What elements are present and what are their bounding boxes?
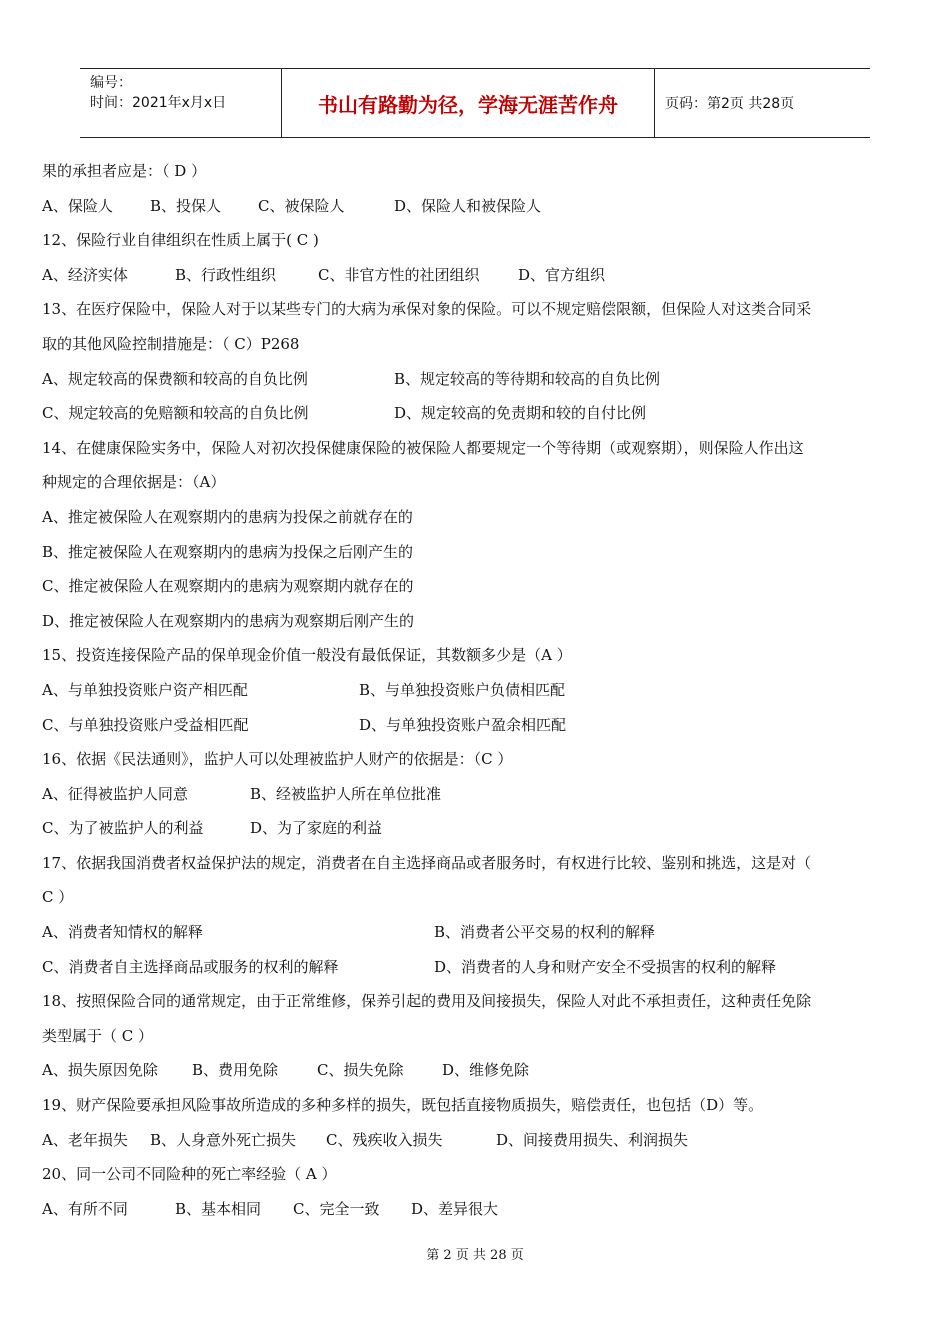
option-line — [42, 362, 902, 397]
option-line — [42, 777, 902, 812]
answer-option: A、保险人 — [42, 196, 113, 215]
answer-option: D、与单独投资账户盈余相匹配 — [359, 715, 567, 734]
option-line — [42, 915, 902, 950]
answer-option: C、非官方性的社团组织 — [318, 265, 480, 284]
answer-option: C、损失免除 — [317, 1061, 404, 1080]
answer-option: C、与单独投资账户受益相匹配 — [42, 715, 249, 734]
answer-option: D、保险人和被保险人 — [394, 196, 542, 215]
text-line: 类型属于（ C ） — [42, 1026, 154, 1045]
answer-option: C、被保险人 — [258, 196, 345, 215]
answer-option: A、损失原因免除 — [42, 1061, 158, 1080]
answer-option: B、与单独投资账户负债相匹配 — [359, 680, 566, 699]
answer-option: B、基本相同 — [175, 1199, 262, 1218]
number-label: 编号： — [90, 75, 132, 91]
text-line: D、推定被保险人在观察期内的患病为观察期后刚产生的 — [42, 611, 415, 630]
option-line — [42, 396, 902, 431]
time-label: 时间：2021年x月x日 — [90, 95, 227, 111]
answer-option: D、规定较高的免责期和较的自付比例 — [394, 404, 647, 423]
text-line: B、推定被保险人在观察期内的患病为投保之后刚产生的 — [42, 542, 414, 561]
answer-option: B、经被监护人所在单位批准 — [250, 784, 442, 803]
option-line — [42, 950, 902, 985]
question-list — [42, 154, 902, 1226]
text-line: 20、同一公司不同险种的死亡率经验（ A ） — [42, 1165, 337, 1184]
option-line — [42, 811, 902, 846]
answer-option: B、人身意外死亡损失 — [150, 1130, 297, 1149]
header-meta — [80, 69, 282, 137]
answer-option: B、费用免除 — [192, 1061, 279, 1080]
text-line: C ） — [42, 888, 74, 907]
text-line: 15、投资连接保险产品的保单现金价值一般没有最低保证，其数额多少是（A ） — [42, 646, 572, 665]
text-line: C、推定被保险人在观察期内的患病为观察期内就存在的 — [42, 577, 414, 596]
answer-option: A、规定较高的保费额和较高的自负比例 — [42, 369, 308, 388]
answer-option: D、差异很大 — [411, 1199, 499, 1218]
option-line — [42, 1123, 902, 1158]
option-line — [42, 1053, 902, 1088]
answer-option: A、征得被监护人同意 — [42, 784, 188, 803]
answer-option: A、老年损失 — [42, 1130, 128, 1149]
answer-option: B、规定较高的等待期和较高的自负比例 — [394, 369, 661, 388]
text-line: 12、保险行业自律组织在性质上属于( C ) — [42, 231, 319, 250]
answer-option: D、消费者的人身和财产安全不受损害的权利的解释 — [434, 957, 777, 976]
option-line — [42, 189, 902, 224]
answer-option: C、规定较高的免赔额和较高的自负比例 — [42, 404, 309, 423]
text-line: 种规定的合理依据是：（A） — [42, 473, 226, 492]
text-line: 13、在医疗保险中，保险人对于以某些专门的大病为承保对象的保险。可以不规定赔偿限额，但保险人对这类合同采 — [42, 300, 812, 319]
option-line — [42, 258, 902, 293]
option-line — [42, 1192, 902, 1227]
header-motto: 书山有路勤为径，学海无涯苦作舟 — [282, 69, 655, 137]
answer-option: D、官方组织 — [518, 265, 606, 284]
text-line: 18、按照保险合同的通常规定，由于正常维修，保养引起的费用及间接损失，保险人对此不承担责任，这种责任免除 — [42, 992, 812, 1011]
answer-option: C、为了被监护人的利益 — [42, 819, 204, 838]
page-header — [80, 68, 870, 138]
answer-option: D、维修免除 — [442, 1061, 530, 1080]
answer-option: B、行政性组织 — [175, 265, 277, 284]
answer-option: C、完全一致 — [293, 1199, 380, 1218]
answer-option: A、消费者知情权的解释 — [42, 923, 203, 942]
answer-option: B、投保人 — [150, 196, 222, 215]
page-footer: 第 2 页 共 28 页 — [426, 1248, 524, 1263]
answer-option: A、与单独投资账户资产相匹配 — [42, 680, 248, 699]
text-line: 果的承担者应是：（ D ） — [42, 162, 207, 180]
answer-option: A、经济实体 — [42, 265, 128, 284]
answer-option: C、消费者自主选择商品或服务的权利的解释 — [42, 957, 339, 976]
text-line: 14、在健康保险实务中，保险人对初次投保健康保险的被保险人都要规定一个等待期（或观察期），则保险人作出这 — [42, 438, 804, 457]
answer-option: D、间接费用损失、利润损失 — [496, 1130, 689, 1149]
header-page-number: 页码：第2页 共28页 — [665, 96, 795, 112]
text-line: A、推定被保险人在观察期内的患病为投保之前就存在的 — [42, 507, 413, 526]
option-line — [42, 708, 902, 743]
text-line: 取的其他风险控制措施是：（ C）P268 — [42, 334, 300, 353]
answer-option: D、为了家庭的利益 — [250, 819, 383, 838]
text-line: 19、财产保险要承担风险事故所造成的多种多样的损失，既包括直接物质损失，赔偿责任，也包括（D）等。 — [42, 1096, 764, 1115]
text-line: 17、依据我国消费者权益保护法的规定，消费者在自主选择商品或者服务时，有权进行比较、鉴别和挑选，这是对（ — [42, 853, 812, 872]
option-line — [42, 673, 902, 708]
text-line: 16、依据《民法通则》，监护人可以处理被监护人财产的依据是：（C ） — [42, 750, 513, 769]
answer-option: C、残疾收入损失 — [326, 1130, 443, 1149]
answer-option: B、消费者公平交易的权利的解释 — [434, 923, 656, 942]
answer-option: A、有所不同 — [42, 1199, 128, 1218]
